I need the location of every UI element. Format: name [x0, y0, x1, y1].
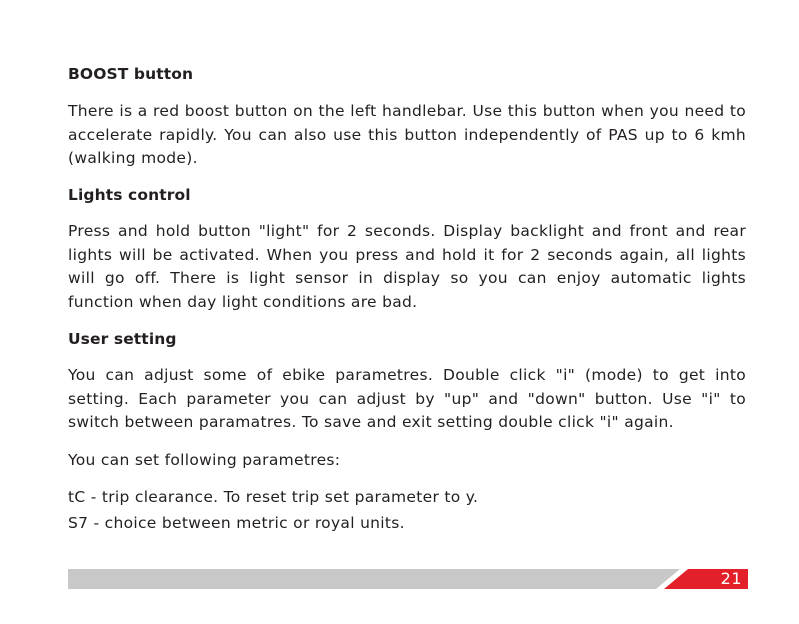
parameters-intro: You can set following parametres:: [68, 451, 341, 469]
footer-stripe-graphic: [68, 569, 748, 589]
boost-button-paragraph: There is a red boost button on the left handlebar. Use this button when you need to accelerate rapidly. You can also use this button independently of PAS up to 6 kmh (walking mode).: [68, 102, 746, 167]
user-setting-heading: User setting: [68, 330, 177, 348]
lights-control-paragraph: Press and hold button "light" for 2 seconds. Display backlight and front and rear lights will be activated. When you press and hold it for 2 seconds again, all lights will go off. There is light sensor in display so you can enjoy automatic lights function when day light conditions are bad.: [68, 222, 746, 311]
lights-control-heading: Lights control: [68, 186, 191, 204]
footer-bar: [68, 569, 748, 589]
user-setting-paragraph: You can adjust some of ebike parametres. Double click "i" (mode) to get into setting. Each parameter you can adjust by "up" and "down" button. Use "i" to switch between paramatres. To save and exit setting double click "i" again.: [68, 366, 746, 431]
parameter-item-s7: S7 - choice between metric or royal units.: [68, 514, 405, 532]
footer-gray-band: [68, 569, 748, 589]
boost-button-heading: BOOST button: [68, 65, 194, 83]
page-number: 21: [720, 569, 742, 588]
parameter-item-tc: tC - trip clearance. To reset trip set parameter to y.: [68, 488, 479, 506]
